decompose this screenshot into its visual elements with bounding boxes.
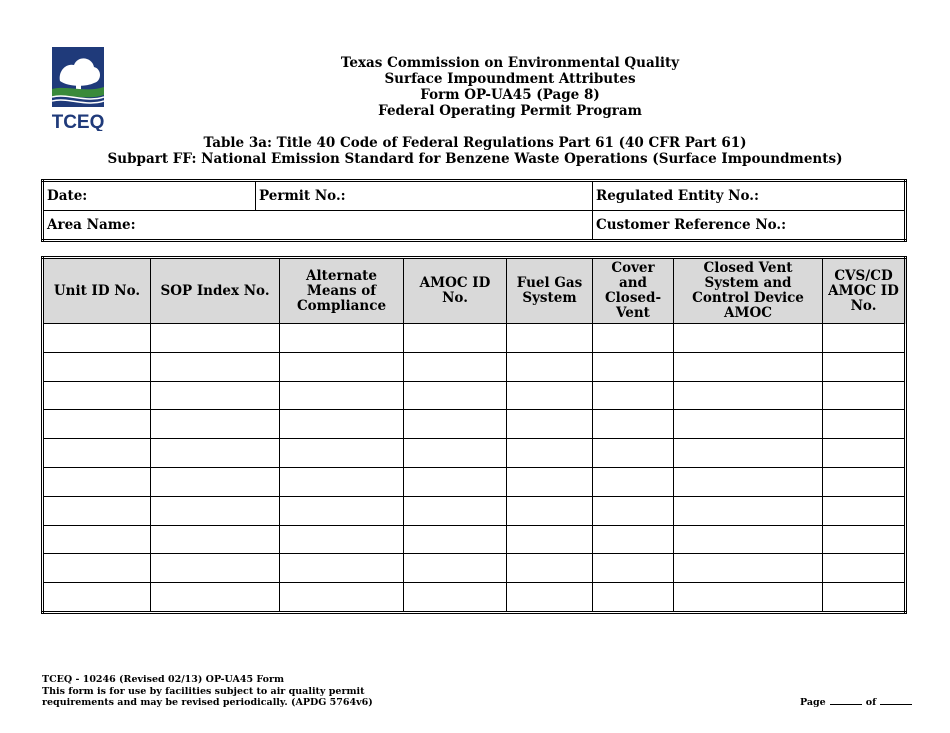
table-cell[interactable] — [151, 525, 280, 554]
table-cell[interactable] — [151, 381, 280, 410]
page-label: Page — [800, 697, 826, 708]
col-cover-closed-vent: Cover and Closed-Vent — [593, 258, 674, 324]
date-field[interactable] — [43, 181, 256, 211]
table-cell[interactable] — [593, 381, 674, 410]
table-cell[interactable] — [151, 496, 280, 525]
table-cell[interactable] — [674, 496, 823, 525]
table-cell[interactable] — [404, 467, 507, 496]
table-cell[interactable] — [43, 324, 151, 353]
table-cell[interactable] — [674, 352, 823, 381]
permit-field[interactable] — [256, 181, 593, 211]
table-row — [43, 496, 906, 525]
table-cell[interactable] — [674, 583, 823, 613]
table-cell[interactable] — [823, 324, 906, 353]
program-name: Federal Operating Permit Program — [378, 103, 642, 119]
table-cell[interactable] — [507, 554, 593, 583]
col-alternate-means: Alternate Means of Compliance — [280, 258, 404, 324]
table-cell[interactable] — [593, 439, 674, 468]
data-table — [41, 256, 907, 614]
table-cell[interactable] — [823, 410, 906, 439]
col-cvs-control-amoc: Closed Vent System and Control Device AMOC — [674, 258, 823, 324]
table-cell[interactable] — [280, 525, 404, 554]
total-pages-blank[interactable] — [880, 696, 912, 705]
table-cell[interactable] — [404, 496, 507, 525]
col-cvs-cd-amoc-id: CVS/CD AMOC ID No. — [823, 258, 906, 324]
customer-ref-label: Customer Reference No.: — [596, 217, 787, 233]
table-cell[interactable] — [43, 496, 151, 525]
table-cell[interactable] — [674, 439, 823, 468]
table-cell[interactable] — [404, 410, 507, 439]
table-cell[interactable] — [674, 467, 823, 496]
table-cell[interactable] — [593, 525, 674, 554]
table-cell[interactable] — [404, 439, 507, 468]
table-row — [43, 352, 906, 381]
table-cell[interactable] — [823, 525, 906, 554]
table-row — [43, 467, 906, 496]
footer-note-2: requirements and may be revised periodically. (APDG 5764v6) — [42, 697, 373, 708]
table-cell[interactable] — [280, 324, 404, 353]
table-title-line2: Subpart FF: National Emission Standard for Benzene Waste Operations (Surface Impoundments) — [107, 151, 843, 167]
table-cell[interactable] — [507, 583, 593, 613]
table-cell[interactable] — [507, 496, 593, 525]
table-cell[interactable] — [823, 496, 906, 525]
col-sop-index: SOP Index No. — [151, 258, 280, 324]
regulated-entity-field[interactable] — [593, 181, 906, 211]
table-title-line1: Table 3a: Title 40 Code of Federal Regulations Part 61 (40 CFR Part 61) — [203, 135, 747, 151]
table-cell[interactable] — [43, 439, 151, 468]
footer-note-1: This form is for use by facilities subject to air quality permit — [42, 685, 365, 697]
info-table — [41, 179, 907, 242]
table-cell[interactable] — [280, 439, 404, 468]
logo-text: TCEQ — [52, 112, 104, 131]
table-cell[interactable] — [43, 554, 151, 583]
table-cell[interactable] — [507, 324, 593, 353]
table-cell[interactable] — [280, 352, 404, 381]
table-cell[interactable] — [593, 583, 674, 613]
table-row — [43, 324, 906, 353]
table-cell[interactable] — [404, 352, 507, 381]
col-fuel-gas: Fuel Gas System — [507, 258, 593, 324]
col-unit-id: Unit ID No. — [43, 258, 151, 324]
table-cell[interactable] — [280, 381, 404, 410]
table-cell[interactable] — [280, 554, 404, 583]
footer-form-id: TCEQ - 10246 (Revised 02/13) OP-UA45 Form — [42, 674, 285, 685]
table-row — [43, 410, 906, 439]
permit-label: Permit No.: — [259, 188, 346, 204]
table-cell[interactable] — [43, 410, 151, 439]
table-cell[interactable] — [593, 467, 674, 496]
column-headers — [43, 258, 906, 324]
form-header — [260, 55, 760, 119]
table-cell[interactable] — [507, 525, 593, 554]
table-cell[interactable] — [823, 554, 906, 583]
table-cell[interactable] — [404, 324, 507, 353]
table-cell[interactable] — [507, 467, 593, 496]
table-cell[interactable] — [593, 554, 674, 583]
agency-name: Texas Commission on Environmental Quality — [340, 55, 680, 71]
footer — [42, 674, 442, 709]
table-cell[interactable] — [507, 381, 593, 410]
table-cell[interactable] — [151, 352, 280, 381]
table-cell[interactable] — [43, 525, 151, 554]
table-cell[interactable] — [823, 467, 906, 496]
table-cell[interactable] — [593, 410, 674, 439]
table-row — [43, 525, 906, 554]
table-cell[interactable] — [151, 324, 280, 353]
table-row — [43, 439, 906, 468]
table-cell[interactable] — [823, 583, 906, 613]
table-body — [43, 324, 906, 613]
table-cell[interactable] — [280, 583, 404, 613]
table-cell[interactable] — [151, 410, 280, 439]
table-cell[interactable] — [404, 583, 507, 613]
date-label: Date: — [47, 188, 88, 204]
table-cell[interactable] — [674, 410, 823, 439]
table-cell[interactable] — [280, 467, 404, 496]
page-blank[interactable] — [830, 696, 862, 705]
table-cell[interactable] — [674, 525, 823, 554]
area-name-label: Area Name: — [47, 217, 136, 233]
table-cell[interactable] — [43, 467, 151, 496]
table-cell[interactable] — [151, 554, 280, 583]
table-cell[interactable] — [43, 352, 151, 381]
page-number — [800, 696, 916, 709]
table-row — [43, 554, 906, 583]
form-number: Form OP-UA45 (Page 8) — [420, 87, 600, 103]
customer-ref-field[interactable] — [593, 211, 906, 241]
table-cell[interactable] — [823, 381, 906, 410]
table-row — [43, 583, 906, 613]
table-cell[interactable] — [823, 439, 906, 468]
table-cell[interactable] — [280, 410, 404, 439]
table-title — [40, 135, 910, 167]
table-cell[interactable] — [674, 381, 823, 410]
regulated-entity-label: Regulated Entity No.: — [596, 188, 759, 204]
table-cell[interactable] — [151, 439, 280, 468]
tceq-logo — [52, 47, 104, 131]
table-cell[interactable] — [43, 381, 151, 410]
table-cell[interactable] — [43, 583, 151, 613]
table-cell[interactable] — [280, 496, 404, 525]
table-row — [43, 381, 906, 410]
area-name-field[interactable] — [43, 211, 593, 241]
table-cell[interactable] — [674, 324, 823, 353]
of-label: of — [865, 697, 877, 708]
table-cell[interactable] — [151, 583, 280, 613]
table-cell[interactable] — [404, 381, 507, 410]
table-cell[interactable] — [404, 525, 507, 554]
table-cell[interactable] — [507, 410, 593, 439]
table-cell[interactable] — [823, 352, 906, 381]
table-cell[interactable] — [593, 496, 674, 525]
table-cell[interactable] — [593, 324, 674, 353]
form-subject: Surface Impoundment Attributes — [384, 71, 636, 87]
table-cell[interactable] — [507, 352, 593, 381]
table-cell[interactable] — [674, 554, 823, 583]
table-cell[interactable] — [151, 467, 280, 496]
table-cell[interactable] — [593, 352, 674, 381]
table-cell[interactable] — [507, 439, 593, 468]
col-amoc-id: AMOC ID No. — [404, 258, 507, 324]
table-cell[interactable] — [404, 554, 507, 583]
